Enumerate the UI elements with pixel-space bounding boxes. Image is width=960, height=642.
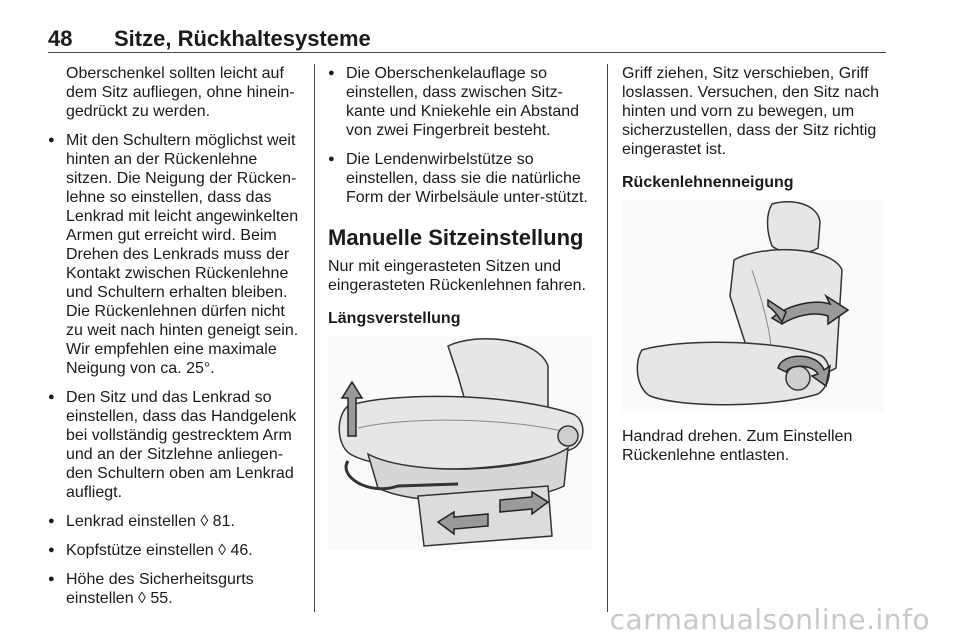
headrest	[768, 202, 821, 253]
page-title: Sitze, Rückhaltesysteme	[114, 26, 371, 51]
page-number: 48	[48, 26, 73, 51]
recline-handwheel	[786, 366, 810, 390]
subheading-fore-aft: Längsverstellung	[328, 310, 461, 327]
recline-knob	[558, 426, 578, 446]
section-intro: Nur mit eingerasteten Sitzen und eingerasteten Rückenlehnen fahren.	[328, 258, 586, 294]
bullet-thigh-support: ● Die Oberschenkelauflage so einstellen, dass zwischen Sitz-kante und Kniekehle ein Abstand von zwei Fingerbreit besteht.	[328, 64, 594, 140]
column-1	[48, 64, 302, 618]
seat-fore-aft-illustration	[328, 336, 592, 550]
fore-aft-instructions: Griff ziehen, Sitz verschieben, Griff loslassen. Versuchen, den Sitz nach hinten und vorn zu bewegen, um sicherzustellen, dass der Sitz richtig eingerastet ist.	[622, 65, 880, 158]
header-rule	[48, 52, 886, 53]
column-3	[622, 64, 886, 465]
watermark: carmanualsonline.info	[609, 603, 930, 636]
bullet-link-steering-wheel[interactable]: ● Lenkrad einstellen ◊ 81.	[48, 512, 302, 531]
bullet-link-head-restraint[interactable]: ● Kopfstütze einstellen ◊ 46.	[48, 541, 302, 560]
column-divider-2	[607, 64, 608, 612]
column-2	[328, 64, 594, 555]
recline-caption: Handrad drehen. Zum Einstellen Rückenlehne entlasten.	[622, 428, 853, 464]
bullet-link-seat-belt-height[interactable]: ● Höhe des Sicherheitsgurts einstellen ◊ 55.	[48, 570, 302, 608]
subheading-backrest-recline: Rückenlehnenneigung	[622, 174, 794, 191]
column-divider-1	[314, 64, 315, 612]
continued-paragraph: Oberschenkel sollten leicht auf dem Sitz aufliegen, ohne hinein-gedrückt zu werden.	[66, 65, 295, 120]
bullet-steering-position: ● Den Sitz und das Lenkrad so einstellen, dass das Handgelenk bei vollständig gestrecktem Arm und an der Sitzlehne anliegen-den Schultern oben am Lenkrad aufliegt.	[48, 388, 302, 502]
bullet-shoulders: ● Mit den Schultern möglichst weit hinten an der Rückenlehne sitzen. Die Neigung der Rücken-lehne so einstellen, dass das Lenkrad mit leicht angewinkelten Armen gut erreicht wird. Beim Drehen des Lenkrads muss der Kontakt zwischen Rückenlehne und Schultern erhalten bleiben. Die Rückenlehnen dürfen nicht zu weit nach hinten geneigt sein. Wir empfehlen eine maximale Neigung von ca. 25°.	[48, 131, 302, 378]
backrest-recline-illustration	[622, 200, 884, 412]
section-heading: Manuelle Sitzeinstellung	[328, 225, 584, 250]
bullet-lumbar-support: ● Die Lendenwirbelstütze so einstellen, dass sie die natürliche Form der Wirbelsäule unter-stützt.	[328, 150, 594, 207]
